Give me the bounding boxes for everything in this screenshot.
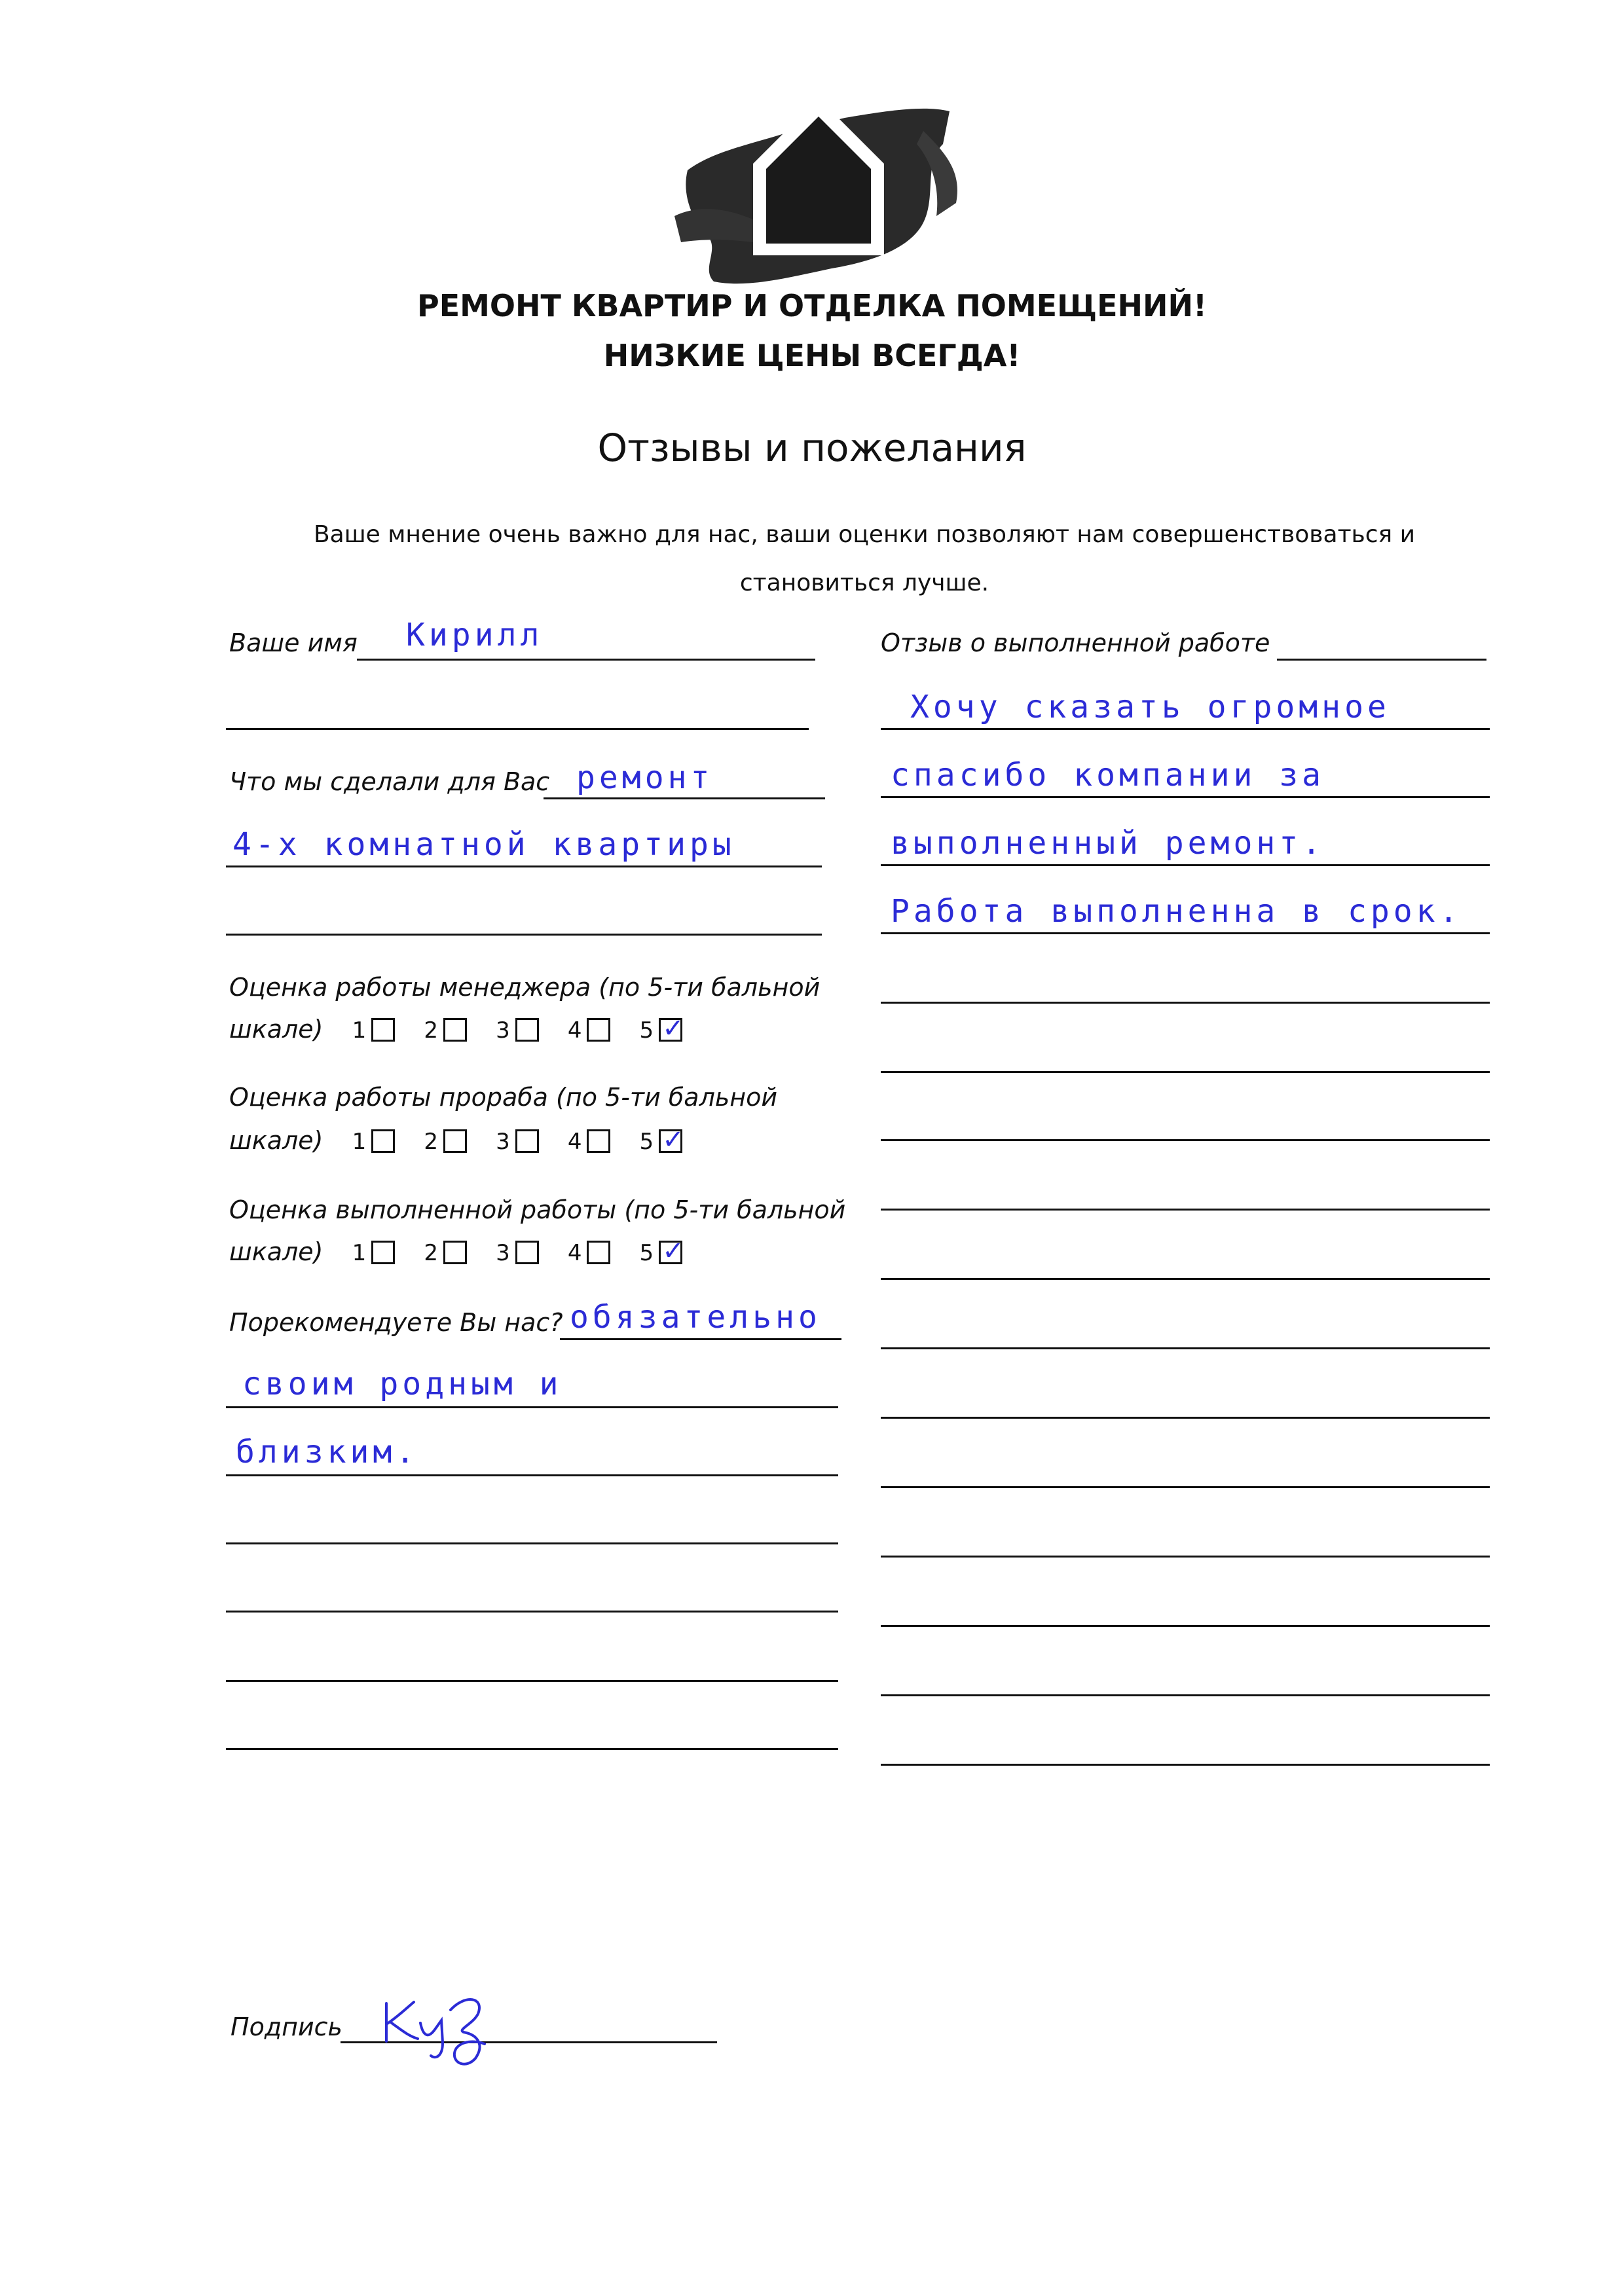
recommend-label: Порекомендуете Вы нас? <box>229 1308 563 1337</box>
done-field-line-1[interactable]: ремонт <box>576 759 714 796</box>
manager-rating-row <box>229 1015 682 1044</box>
rating-checkbox-5[interactable] <box>659 1018 682 1042</box>
work-rating-label: Оценка выполненной работы (по 5-ти бальной <box>229 1195 846 1224</box>
rating-num-1: 1 <box>352 1129 367 1155</box>
rating-checkbox-4[interactable] <box>587 1241 610 1264</box>
intro-text <box>288 511 1441 608</box>
name-label: Ваше имя <box>229 629 358 657</box>
headline-secondary: НИЗКИЕ ЦЕНЫ ВСЕГДА! <box>603 338 1021 373</box>
review-header-line <box>1277 659 1486 661</box>
rating-num-3: 3 <box>496 1129 510 1155</box>
rating-num-4: 4 <box>567 1129 582 1155</box>
rating-checkbox-2[interactable] <box>443 1241 467 1264</box>
form-title: Отзывы и пожелания <box>597 426 1027 470</box>
rating-checkbox-3[interactable] <box>515 1129 539 1153</box>
rating-num-2: 2 <box>424 1240 438 1266</box>
review-line-14 <box>881 1625 1490 1627</box>
review-field-line-3[interactable]: выполненный ремонт. <box>891 825 1325 862</box>
review-label: Отзыв о выполненной работе <box>881 629 1270 657</box>
foreman-rating-row <box>229 1126 682 1155</box>
rating-num-4: 4 <box>567 1017 582 1044</box>
done-label: Что мы сделали для Вас <box>229 767 550 796</box>
recommend-field-line-2[interactable]: своим родным и <box>242 1366 563 1402</box>
rating-num-1: 1 <box>352 1240 367 1266</box>
rating-checkbox-4[interactable] <box>587 1129 610 1153</box>
rating-checkbox-1[interactable] <box>371 1129 395 1153</box>
recommend-field-line-3[interactable]: близким. <box>236 1434 419 1470</box>
review-line-3 <box>881 864 1490 866</box>
signature-label: Подпись <box>231 2013 342 2041</box>
review-line-7 <box>881 1139 1490 1141</box>
rating-checkbox-5[interactable] <box>659 1241 682 1264</box>
recommend-line-4 <box>226 1542 838 1544</box>
rating-checkbox-2[interactable] <box>443 1129 467 1153</box>
done-line-1 <box>544 797 825 799</box>
foreman-rating-label: Оценка работы прораба (по 5-ти бальной <box>229 1083 778 1112</box>
rating-checkbox-2[interactable] <box>443 1018 467 1042</box>
rating-num-3: 3 <box>496 1017 510 1044</box>
rating-num-4: 4 <box>567 1240 582 1266</box>
scale-word: шкале) <box>229 1237 323 1266</box>
rating-num-2: 2 <box>424 1129 438 1155</box>
review-field-line-4[interactable]: Работа выполненна в срок. <box>891 893 1462 930</box>
recommend-line-5 <box>226 1611 838 1613</box>
recommend-field-line-1[interactable]: обязательно <box>570 1299 821 1336</box>
rating-num-1: 1 <box>352 1017 367 1044</box>
company-logo-house-icon <box>674 92 963 295</box>
rating-checkbox-3[interactable] <box>515 1018 539 1042</box>
review-line-2 <box>881 796 1490 798</box>
recommend-line-7 <box>226 1748 838 1750</box>
review-line-1 <box>881 728 1490 730</box>
review-line-13 <box>881 1556 1490 1558</box>
review-line-16 <box>881 1764 1490 1766</box>
recommend-line-1 <box>560 1338 841 1340</box>
name-line <box>357 659 815 661</box>
headline-primary: РЕМОНТ КВАРТИР И ОТДЕЛКА ПОМЕЩЕНИЙ! <box>417 288 1207 323</box>
work-rating-row <box>229 1237 682 1266</box>
recommend-line-6 <box>226 1680 838 1682</box>
rating-checkbox-1[interactable] <box>371 1241 395 1264</box>
signature-mark[interactable] <box>380 1990 504 2069</box>
scale-word: шкале) <box>229 1126 323 1155</box>
done-line-3 <box>226 934 822 936</box>
recommend-line-3 <box>226 1474 838 1476</box>
manager-rating-label: Оценка работы менеджера (по 5-ти бальной <box>229 973 821 1002</box>
done-field-line-2[interactable]: 4-х комнатной квартиры <box>232 826 735 863</box>
review-line-11 <box>881 1417 1490 1419</box>
review-line-4 <box>881 932 1490 934</box>
review-line-6 <box>881 1071 1490 1073</box>
review-field-line-2[interactable]: спасибо компании за <box>891 757 1325 793</box>
name-field[interactable]: Кирилл <box>406 617 544 653</box>
rating-num-5: 5 <box>639 1240 654 1266</box>
rating-checkbox-4[interactable] <box>587 1018 610 1042</box>
review-line-5 <box>881 1002 1490 1004</box>
rating-checkbox-3[interactable] <box>515 1241 539 1264</box>
rating-checkbox-5[interactable] <box>659 1129 682 1153</box>
review-line-8 <box>881 1209 1490 1211</box>
rating-num-5: 5 <box>639 1017 654 1044</box>
rating-num-5: 5 <box>639 1129 654 1155</box>
rating-num-2: 2 <box>424 1017 438 1044</box>
review-field-line-1[interactable]: Хочу сказать огромное <box>910 689 1390 725</box>
rating-num-3: 3 <box>496 1240 510 1266</box>
intro-line-2: становиться лучше. <box>739 570 989 596</box>
done-line-2 <box>226 866 822 867</box>
review-line-15 <box>881 1694 1490 1696</box>
scale-word: шкале) <box>229 1015 323 1044</box>
rating-checkbox-1[interactable] <box>371 1018 395 1042</box>
intro-line-1: Ваше мнение очень важно для нас, ваши оценки позволяют нам совершенствоваться и <box>313 521 1416 548</box>
review-line-9 <box>881 1278 1490 1280</box>
review-line-12 <box>881 1486 1490 1488</box>
recommend-line-2 <box>226 1406 838 1408</box>
review-line-10 <box>881 1347 1490 1349</box>
name-extra-line <box>226 728 809 730</box>
